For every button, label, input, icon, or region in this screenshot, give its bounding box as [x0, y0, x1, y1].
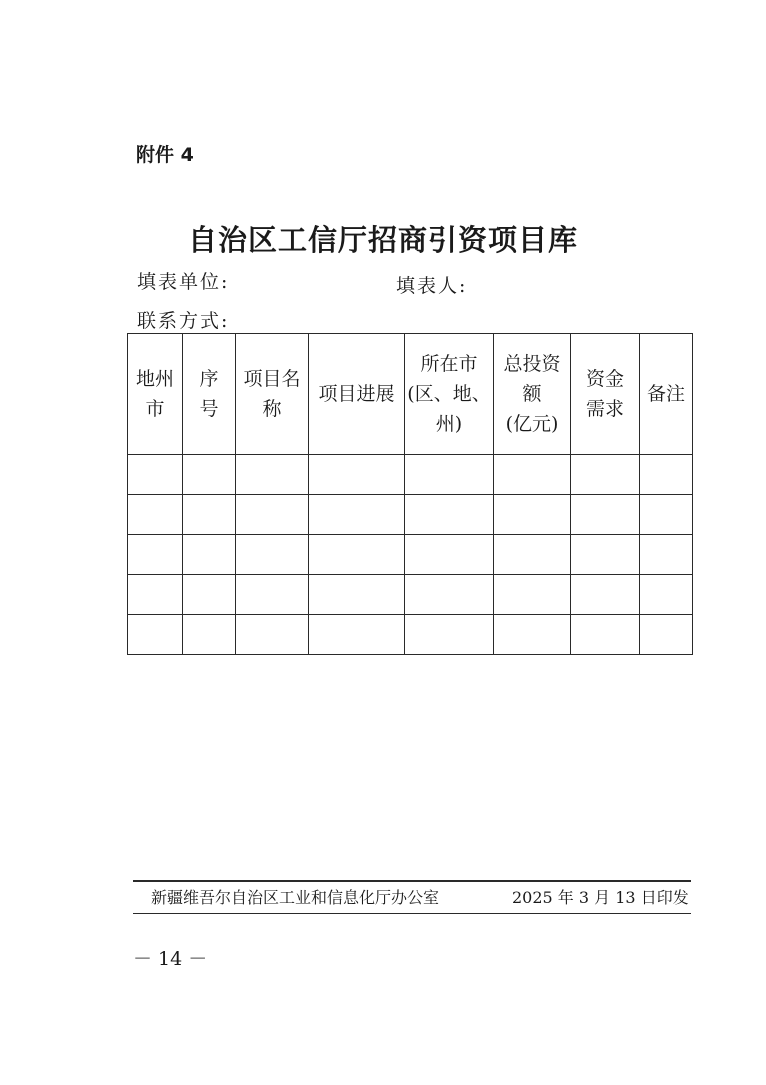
- column-header: [571, 334, 640, 455]
- table-header-row: [128, 334, 693, 455]
- table-cell: [183, 575, 236, 615]
- project-table: [127, 333, 693, 655]
- table-cell: [183, 455, 236, 495]
- table-cell: [405, 615, 494, 655]
- field-contact: 联系方式:: [137, 310, 230, 332]
- table-row: [128, 455, 693, 495]
- table-cell: [405, 455, 494, 495]
- table-cell: [128, 575, 183, 615]
- column-header: [405, 334, 494, 455]
- table-cell: [236, 575, 309, 615]
- table-cell: [405, 535, 494, 575]
- table-cell: [236, 615, 309, 655]
- table-cell: [236, 455, 309, 495]
- field-filler: 填表人:: [396, 275, 468, 297]
- footer-date: 2025 年 3 月 13 日印发: [512, 888, 689, 907]
- footer-divider-bottom: [133, 913, 691, 914]
- table-cell: [640, 535, 693, 575]
- table-cell: [571, 535, 640, 575]
- attachment-label: 附件 4: [136, 144, 194, 166]
- column-header-line: 州): [435, 413, 463, 435]
- table-cell: [128, 615, 183, 655]
- table-cell: [236, 535, 309, 575]
- table-cell: [183, 495, 236, 535]
- column-header: [640, 334, 693, 455]
- column-header: [128, 334, 183, 455]
- table-cell: [494, 535, 571, 575]
- table-cell: [571, 455, 640, 495]
- column-header-line: 备注: [646, 383, 685, 405]
- table-cell: [309, 575, 405, 615]
- table-cell: [571, 575, 640, 615]
- document-title: 自治区工信厅招商引资项目库: [187, 223, 578, 257]
- table-cell: [309, 535, 405, 575]
- column-header-line: 额: [522, 383, 542, 405]
- column-header-line: 项目进展: [318, 383, 395, 405]
- table-cell: [309, 615, 405, 655]
- table-cell: [494, 575, 571, 615]
- table-cell: [236, 495, 309, 535]
- table-row: [128, 575, 693, 615]
- column-header: [183, 334, 236, 455]
- footer-divider-top: [133, 880, 691, 882]
- column-header-line: 市: [145, 398, 165, 420]
- column-header-line: (亿元): [505, 413, 559, 435]
- table-cell: [571, 615, 640, 655]
- column-header-line: 地州: [135, 368, 174, 390]
- table-cell: [183, 615, 236, 655]
- table-cell: [640, 575, 693, 615]
- column-header-line: (区、地、: [407, 383, 491, 405]
- table-cell: [128, 535, 183, 575]
- table-row: [128, 495, 693, 535]
- table-row: [128, 615, 693, 655]
- footer-issuer: 新疆维吾尔自治区工业和信息化厅办公室: [151, 888, 440, 907]
- column-header-line: 序: [199, 368, 219, 390]
- column-header-line: 称: [262, 398, 282, 420]
- column-header-line: 资金: [585, 368, 624, 390]
- column-header-line: 所在市: [420, 353, 478, 375]
- column-header: [309, 334, 405, 455]
- table-cell: [183, 535, 236, 575]
- column-header-line: 项目名: [243, 368, 301, 390]
- table-row: [128, 535, 693, 575]
- table-cell: [405, 495, 494, 535]
- column-header-line: 号: [199, 398, 219, 420]
- table-cell: [640, 615, 693, 655]
- column-header: [494, 334, 571, 455]
- table-cell: [128, 495, 183, 535]
- page-number: － 14 －: [133, 948, 208, 970]
- column-header: [236, 334, 309, 455]
- table-cell: [309, 455, 405, 495]
- table-cell: [494, 615, 571, 655]
- table-cell: [494, 495, 571, 535]
- column-header-line: 需求: [585, 398, 624, 420]
- table-cell: [640, 495, 693, 535]
- field-fill-unit: 填表单位:: [137, 271, 230, 293]
- table-cell: [309, 495, 405, 535]
- table-body: [128, 455, 693, 655]
- table-cell: [571, 495, 640, 535]
- table-cell: [640, 455, 693, 495]
- table-cell: [405, 575, 494, 615]
- table-cell: [494, 455, 571, 495]
- column-header-line: 总投资: [503, 353, 561, 375]
- table-cell: [128, 455, 183, 495]
